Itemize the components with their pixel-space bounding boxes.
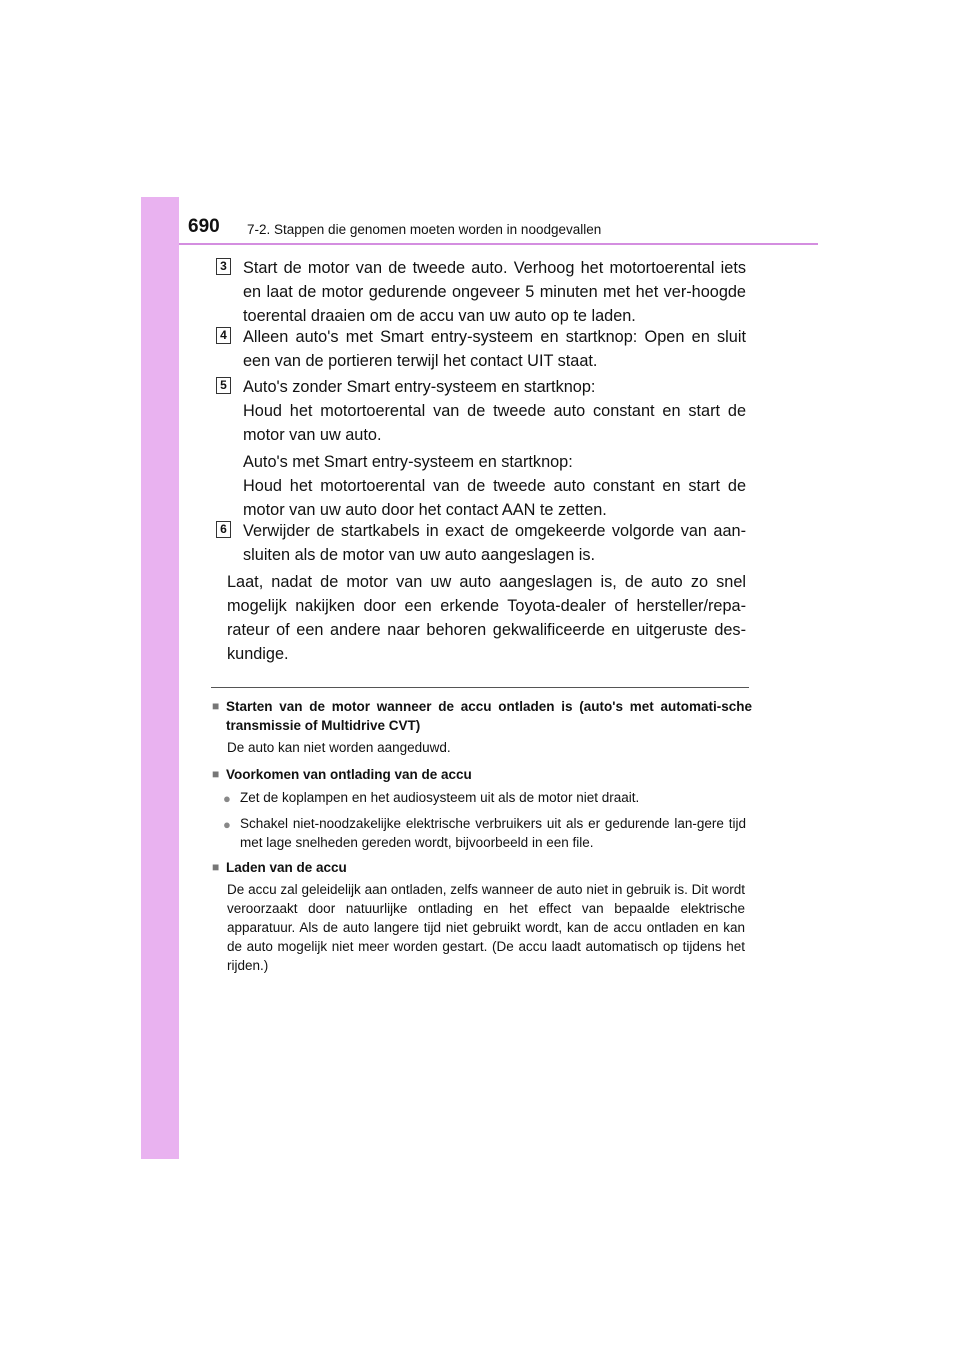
round-bullet-icon: ● — [223, 817, 231, 832]
step-text: Houd het motortoerental van de tweede auto constant en start de motor van uw auto. — [243, 402, 746, 444]
header-divider — [179, 243, 818, 245]
list-item: ● Zet de koplampen en het audiosysteem uit als de motor niet draait. — [223, 790, 640, 806]
step-number-box: 5 — [216, 377, 231, 394]
square-bullet-icon: ■ — [212, 767, 220, 781]
step-4 — [216, 325, 746, 373]
closing-paragraph: Laat, nadat de motor van uw auto aangeslagen is, de auto zo snel mogelijk nakijken door een erkende Toyota-dealer of hersteller/repa-rateur of een andere naar behoren gekwalificeerde en uitgeruste des-kundige. — [227, 573, 746, 663]
step-5 — [216, 375, 746, 522]
round-bullet-icon: ● — [223, 791, 231, 806]
square-bullet-icon: ■ — [212, 860, 220, 874]
step-3 — [216, 256, 746, 328]
step-text: Houd het motortoerental van de tweede auto constant en start de motor van uw auto door het contact AAN te zetten. — [243, 477, 746, 519]
list-item: ● Schakel niet-noodzakelijke elektrische verbruikers uit als er gedurende lan-gere tijd met lage snelheden gereden wordt, bijvoorbeeld in een file. — [223, 816, 746, 850]
step-text: Start de motor van de tweede auto. Verhoog het motortoerental iets en laat de motor gedurende ongeveer 5 minuten met het ver-hoogde toerental draaien om de accu van uw auto op te laden. — [243, 259, 746, 325]
step-text: Verwijder de startkabels in exact de omgekeerde volgorde van aan-sluiten als de motor van uw auto aangeslagen is. — [243, 522, 746, 564]
notes-divider — [211, 687, 749, 688]
page-number: 690 — [188, 216, 220, 237]
step-6 — [216, 519, 746, 567]
note-body: De accu zal geleidelijk aan ontladen, zelfs wanneer de auto niet in gebruik is. Dit wordt veroorzaakt door natuurlijke ontlading en het effect van bepaalde elektrische apparatuur. Als de auto langere tijd niet gebruikt wordt, kan de accu ontladen en kan de auto mogelijk niet meer worden gestart. (De accu laadt automatisch op tijdens het rijden.) — [227, 882, 745, 973]
note-heading: ■ Starten van de motor wanneer de accu ontladen is (auto's met automati-sche transmissie of Multidrive CVT) — [212, 699, 752, 733]
step-text: Auto's zonder Smart entry-systeem en startknop: — [243, 378, 596, 396]
step-text: Alleen auto's met Smart entry-systeem en startknop: Open en sluit een van de portieren terwijl het contact UIT staat. — [243, 328, 746, 370]
note-body: De auto kan niet worden aangeduwd. — [227, 740, 451, 755]
note-heading: ■ Laden van de accu — [212, 860, 347, 875]
step-text: Auto's met Smart entry-systeem en startknop: — [243, 453, 573, 471]
chapter-sidebar-tab — [141, 197, 179, 1159]
step-number-box: 3 — [216, 258, 231, 275]
step-number-box: 4 — [216, 327, 231, 344]
square-bullet-icon: ■ — [212, 699, 220, 713]
step-number-box: 6 — [216, 521, 231, 538]
note-heading: ■ Voorkomen van ontlading van de accu — [212, 767, 472, 782]
section-title: 7-2. Stappen die genomen moeten worden in noodgevallen — [247, 222, 602, 237]
